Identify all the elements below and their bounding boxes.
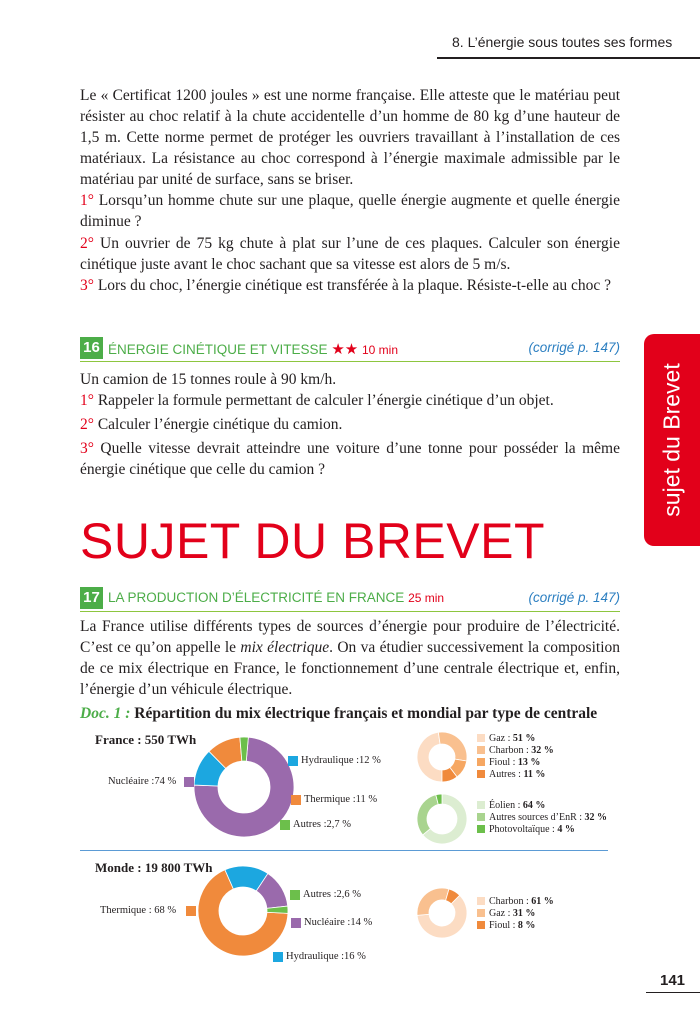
question-number: 1° [80, 192, 94, 209]
legend-fr-therm-fioul [477, 757, 540, 768]
donut-monde-thermique [417, 888, 467, 938]
legend-name: Gaz : [489, 908, 513, 919]
legend-name: Éolien : [489, 800, 523, 811]
question-text: Rappeler la formule permettant de calculer l’énergie cinétique d’un objet. [93, 392, 554, 409]
legend-swatch [477, 921, 485, 929]
slice-label: Hydraulique : [301, 755, 360, 766]
page-number: 141 [660, 972, 686, 989]
swatch-nucleaire-monde [291, 918, 301, 928]
legend-label-thermique-monde [100, 905, 176, 916]
legend-monde-therm-fioul [477, 920, 535, 931]
slice-label: Hydraulique : [286, 951, 345, 962]
legend-swatch [477, 801, 485, 809]
slice-label: Nucléaire : [304, 917, 351, 928]
chart-title-france: France : 550 TWh [95, 732, 197, 747]
legend-value: 64 % [522, 800, 546, 811]
legend-label-nucleaire-monde [304, 917, 372, 928]
legend-value: 31 % [512, 908, 536, 919]
legend-swatch [477, 897, 485, 905]
doc-label: Doc. 1 : [80, 705, 131, 722]
exercise16-header [80, 337, 620, 362]
donut-slice-gaz [417, 732, 442, 782]
donut-slice-charbon [438, 732, 467, 761]
swatch-thermique-france [291, 795, 301, 805]
chart-title-monde: Monde : 19 800 TWh [95, 860, 213, 875]
question-number: 2° [80, 235, 94, 252]
slice-value: 74 % [154, 776, 177, 787]
question-text: Calculer l’énergie cinétique du camion. [93, 416, 343, 433]
legend-value: 51 % [512, 733, 536, 744]
exercise17-intro [80, 616, 620, 700]
slice-label: Autres : [303, 889, 337, 900]
difficulty-stars: ★★ [331, 341, 359, 358]
legend-monde-therm-gaz [477, 908, 535, 919]
legend-name: Fioul : [489, 920, 518, 931]
legend-label-hydraulique-monde [286, 951, 366, 962]
swatch-autres-monde [290, 890, 300, 900]
intro-text: . On va étudier successivement la composition de ce mix électrique en France, le fonctionnement d’une centrale électrique et, enfin, l’énergie d’un véhicule électrique. [80, 639, 620, 698]
doc1-title [80, 705, 597, 723]
legend-monde-therm-charbon [477, 896, 554, 907]
section-divider [80, 850, 608, 851]
question-text: Un ouvrier de 75 kg chute à plat sur l’une de ces plaques. Calculer son énergie cinétique juste avant le choc sachant que sa vitesse est alors de 5 m/s. [80, 235, 620, 273]
legend-swatch [477, 770, 485, 778]
exercise-title [108, 590, 444, 605]
legend-value: 61 % [531, 896, 554, 907]
slice-value: 2,6 % [336, 889, 362, 900]
legend-swatch [477, 758, 485, 766]
legend-value: 4 % [557, 824, 575, 835]
slice-value: 11 % [355, 794, 378, 805]
exercise-number: 16 [80, 337, 103, 359]
question-number: 3° [80, 440, 94, 457]
exercise16-q1 [80, 390, 620, 411]
legend-swatch [477, 909, 485, 917]
legend-swatch [477, 734, 485, 742]
legend-value: 32 % [531, 745, 554, 756]
exercise16-intro: Un camion de 15 tonnes roule à 90 km/h. [80, 371, 337, 388]
doc-title-text: Répartition du mix électrique français et mondial par type de centrale [130, 705, 598, 722]
legend-swatch [477, 746, 485, 754]
question-text: Quelle vitesse devrait atteindre une voiture d’une tonne pour posséder la même énergie cinétique que celle du camion ? [80, 440, 620, 478]
slice-label: Thermique : [100, 905, 155, 916]
swatch-thermique-monde [186, 906, 196, 916]
legend-fr-therm-charbon [477, 745, 554, 756]
question-number: 3° [80, 277, 94, 294]
legend-name: Charbon : [489, 896, 532, 907]
swatch-hydraulique-france [288, 756, 298, 766]
legend-value: 11 % [523, 769, 546, 780]
donut-france-enr [417, 794, 467, 844]
swatch-autres-france [280, 820, 290, 830]
slice-value: 12 % [359, 755, 381, 766]
legend-fr-enr-eolien [477, 800, 545, 811]
legend-value: 13 % [517, 757, 541, 768]
exercise16-q2 [80, 414, 620, 435]
slice-value: 14 % [350, 917, 373, 928]
donut-slice-autres-sources-d-enr [417, 795, 438, 835]
legend-name: Autres sources d’EnR : [489, 812, 585, 823]
donut-france-thermique [417, 732, 467, 782]
legend-value: 8 % [517, 920, 536, 931]
legend-fr-therm-gaz [477, 733, 535, 744]
slice-label: Nucléaire : [108, 776, 155, 787]
legend-label-hydraulique-france [301, 755, 381, 766]
legend-fr-enr-autres [477, 812, 607, 823]
question-text: Lors du choc, l’énergie cinétique est transférée à la plaque. Résiste-t-elle au choc ? [93, 277, 611, 294]
swatch-nucleaire-france [184, 777, 194, 787]
corrige-reference: (corrigé p. 147) [528, 590, 620, 605]
exercise15-q1 [80, 190, 620, 232]
legend-label-thermique-france [304, 794, 377, 805]
question-number: 1° [80, 392, 94, 409]
slice-label: Thermique : [304, 794, 356, 805]
legend-label-nucleaire-france [108, 776, 176, 787]
exercise16-q3 [80, 438, 620, 480]
corrige-reference: (corrigé p. 147) [528, 340, 620, 355]
donut-slice-gaz [417, 888, 449, 915]
exercise-time: 25 min [408, 591, 445, 605]
slice-label: Autres : [293, 819, 327, 830]
legend-name: Charbon : [489, 745, 532, 756]
legend-name: Photovoltaïque : [489, 824, 558, 835]
legend-name: Autres : [489, 769, 524, 780]
exercise-title-text: ÉNERGIE CINÉTIQUE ET VITESSE [108, 342, 328, 357]
exercise15-intro: Le « Certificat 1200 joules » est une norme française. Elle atteste que le matériau peut résister au choc relatif à la chute accidentelle d’un homme de 80 kg d’une hauteur de 1,5 m. Cette norme permet de protéger les ouvriers travaillant à l’installation de ces matériaux. La résistance au choc correspond à l’énergie maximale admissible par le matériau par unité de surface, sans se briser. [80, 87, 620, 188]
legend-value: 32 % [584, 812, 608, 823]
slice-value: 2,7 % [326, 819, 352, 830]
exercise-title [108, 340, 398, 358]
intro-text: La France utilise différents types de sources d’énergie pour produire de l’électricité. C’est ce qu’on appelle le [80, 618, 620, 656]
donut-france [194, 737, 294, 837]
exercise17-header [80, 587, 620, 612]
exercise-time: 10 min [361, 343, 399, 357]
side-tab [644, 334, 700, 546]
legend-name: Fioul : [489, 757, 518, 768]
legend-swatch [477, 825, 485, 833]
swatch-hydraulique-monde [273, 952, 283, 962]
question-text: Lorsqu’un homme chute sur une plaque, quelle énergie augmente et quelle énergie diminue ? [80, 192, 620, 230]
exercise-title-text: LA PRODUCTION D’ÉLECTRICITÉ EN FRANCE [108, 590, 405, 605]
legend-fr-therm-autres [477, 769, 545, 780]
exercise-number: 17 [80, 587, 103, 609]
exercise15-q2 [80, 233, 620, 275]
header-rule [437, 57, 700, 59]
slice-value: 68 % [154, 905, 177, 916]
donut-monde [198, 866, 288, 956]
legend-label-autres-france [293, 819, 351, 830]
legend-fr-enr-photovoltaique [477, 824, 575, 835]
question-number: 2° [80, 416, 94, 433]
slice-value: 16 % [344, 951, 366, 962]
legend-name: Gaz : [489, 733, 513, 744]
running-title: 8. L’énergie sous toutes ses formes [452, 34, 673, 50]
page-number-rule [646, 992, 700, 993]
legend-swatch [477, 813, 485, 821]
intro-emphasis: mix électrique [240, 639, 330, 656]
exercise15-q3 [80, 275, 620, 296]
brevet-title: SUJET DU BREVET [80, 513, 545, 569]
side-tab-label: sujet du Brevet [658, 363, 685, 517]
legend-label-autres-monde [303, 889, 361, 900]
